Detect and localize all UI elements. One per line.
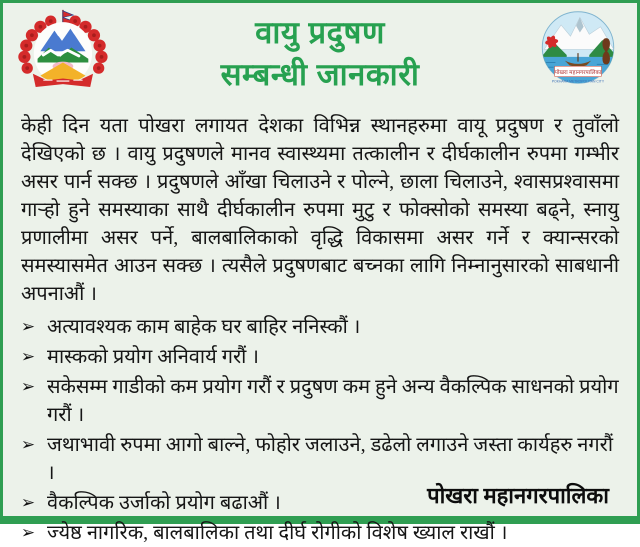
list-item-text: जथाभावी रुपमा आगो बाल्ने, फोहोर जलाउने, डढेलो लगाउने जस्ता कार्यहरु नगरौं ।	[47, 434, 613, 484]
list-item	[9, 313, 619, 341]
pokhara-logo-english-label: POKHARA METROPOLITAN CITY	[551, 79, 605, 84]
arrow-bullet-icon: ➢	[20, 317, 36, 337]
list-item	[9, 343, 619, 371]
pokhara-metropolitan-city-logo-icon	[531, 8, 625, 107]
arrow-bullet-icon: ➢	[20, 493, 36, 513]
nepal-government-emblem-icon	[15, 8, 109, 107]
list-item	[9, 519, 619, 547]
arrow-bullet-icon: ➢	[20, 377, 36, 397]
list-item-text: अत्यावश्यक काम बाहेक घर बाहिर ननिस्कौं ।	[47, 316, 361, 338]
header	[3, 3, 637, 107]
pokhara-logo-nepali-label: पोखरा महानगरपालिका	[554, 69, 602, 76]
list-item-text: सकेसम्म गाडीको कम प्रयोग गरौं र प्रदुषण कम हुने अन्य वैकल्पिक साधनको प्रयोग गरौं ।	[47, 376, 619, 426]
arrow-bullet-icon: ➢	[20, 347, 36, 367]
title-line-2: सम्बन्धी जानकारी	[220, 57, 420, 92]
list-item-text: वैकल्पिक उर्जाको प्रयोग बढाऔं ।	[47, 492, 281, 514]
issuer-signature: पोखरा महानगरपालिका	[427, 483, 609, 508]
list-item-text: मास्कको प्रयोग अनिवार्य गरौं ।	[47, 346, 259, 368]
page-title	[109, 12, 531, 96]
arrow-bullet-icon: ➢	[20, 435, 36, 455]
title-line-1: वायु प्रदुषण	[255, 15, 385, 50]
arrow-bullet-icon: ➢	[20, 523, 36, 543]
notice-paragraph: केही दिन यता पोखरा लगायत देशका विभिन्न स्थानहरुमा वायू प्रदुषण र तुवाँलो देखिएको छ । वायु प्रदुषणले मानव स्वास्थ्यमा तत्कालीन र दीर्घकालीन रुपमा गम्भीर असर पार्न सक्छ । प्रदुषणले आँखा चिलाउने र पोल्ने, छाला चिलाउने, श्वासप्रश्वासमा गाऱ्हो हुने समस्याका साथै दीर्घकालीन रुपमा मुटु र फोक्सोको समस्या बढ्ने, स्नायु प्रणालीमा असर पर्ने, बालबालिकाको वृद्धि विकासमा असर गर्ने र क्यान्सरको समस्यासमेत आउन सक्छ । त्यसैले प्रदुषणबाट बच्नका लागि निम्नानुसारको साबधानी अपनाऔं ।	[21, 115, 619, 305]
precaution-list	[9, 313, 619, 547]
list-item-text: ज्येष्ठ नागरिक, बालबालिका तथा दीर्घ रोगीको विशेष ख्याल राखौं ।	[47, 522, 508, 544]
list-item	[9, 373, 619, 429]
list-item	[9, 431, 619, 487]
